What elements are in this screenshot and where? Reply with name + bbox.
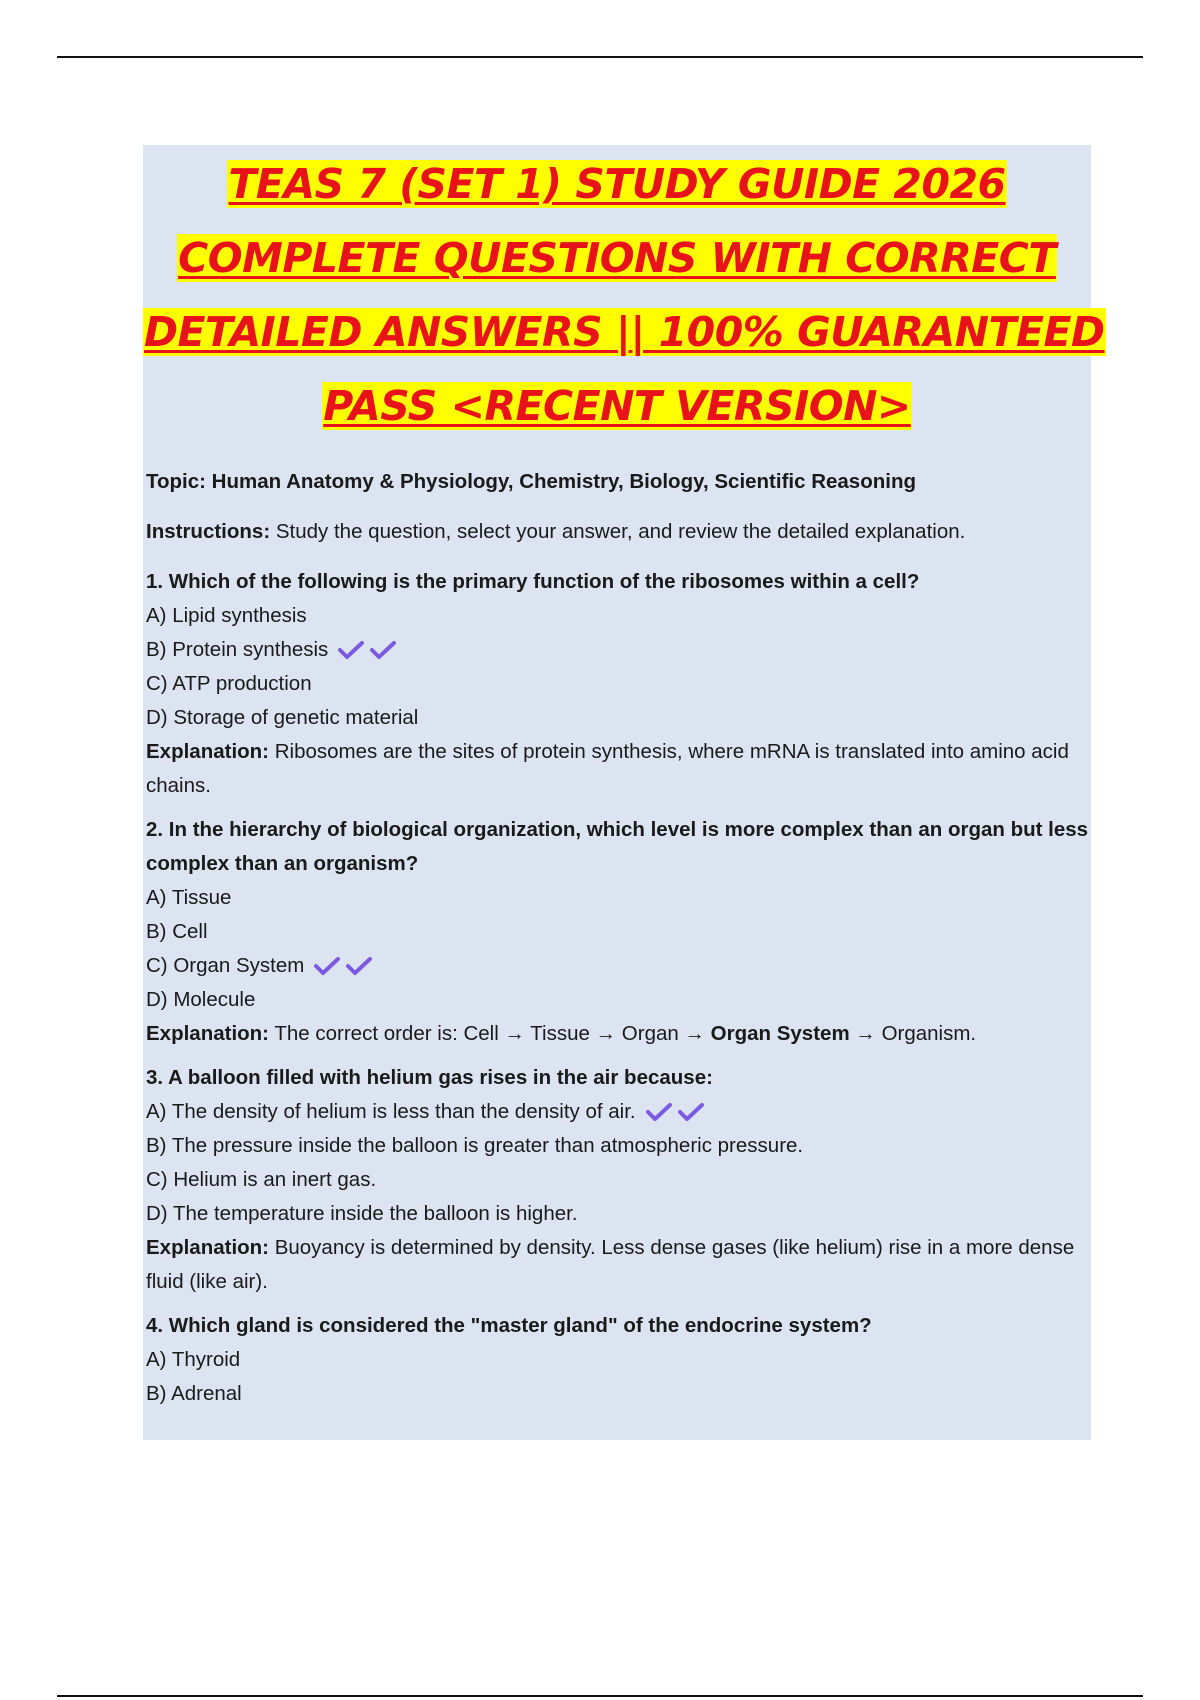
- option-label: C) ATP production: [146, 672, 312, 695]
- option-label: A) Lipid synthesis: [146, 604, 307, 627]
- instructions-line: [146, 515, 1091, 549]
- study-guide-panel: [143, 145, 1105, 1440]
- question-2: [146, 813, 1091, 1051]
- explanation-emphasis: Organ System: [710, 1022, 850, 1045]
- explanation-label: Explanation:: [146, 1236, 270, 1259]
- question-1-option-a[interactable]: [146, 599, 1091, 633]
- question-3-option-d[interactable]: [146, 1197, 1091, 1231]
- check-icon: [370, 640, 396, 660]
- explanation-label: Explanation:: [146, 740, 270, 763]
- question-2-option-c[interactable]: [146, 949, 1091, 983]
- explanation-text: The correct order is: Cell → Tissue → Organ →: [269, 1022, 711, 1045]
- question-4-option-b[interactable]: [146, 1377, 1091, 1411]
- title-line-2: COMPLETE QUESTIONS WITH CORRECT: [178, 234, 1056, 282]
- check-icon: [646, 1102, 672, 1122]
- document-title: [143, 145, 1105, 443]
- question-3-option-b[interactable]: [146, 1129, 1091, 1163]
- option-label: C) Organ System: [146, 954, 305, 977]
- question-1: [146, 565, 1091, 803]
- question-2-option-d[interactable]: [146, 983, 1091, 1017]
- check-icon: [314, 956, 340, 976]
- question-2-option-b[interactable]: [146, 915, 1091, 949]
- question-1-option-c[interactable]: [146, 667, 1091, 701]
- check-icon: [338, 640, 364, 660]
- question-3-text: 3. A balloon filled with helium gas rises in the air because:: [146, 1066, 713, 1089]
- option-label: B) The pressure inside the balloon is greater than atmospheric pressure.: [146, 1134, 804, 1157]
- question-1-option-b[interactable]: [146, 633, 1091, 667]
- document-body: [143, 465, 1091, 1411]
- question-1-explanation: [146, 735, 1091, 803]
- title-line-3: DETAILED ANSWERS || 100% GUARANTEED: [144, 308, 1105, 356]
- question-3-explanation: [146, 1231, 1091, 1299]
- instructions-text: Study the question, select your answer, and review the detailed explanation.: [270, 520, 966, 543]
- explanation-text-end: → Organism.: [849, 1022, 977, 1045]
- question-4-option-a[interactable]: [146, 1343, 1091, 1377]
- option-label: B) Adrenal: [146, 1382, 242, 1405]
- option-label: C) Helium is an inert gas.: [146, 1168, 377, 1191]
- instructions-label: Instructions:: [146, 520, 271, 543]
- explanation-text: Ribosomes are the sites of protein synthesis, where mRNA is translated into amino acid chains.: [146, 740, 1069, 797]
- question-3: [146, 1061, 1091, 1299]
- explanation-label: Explanation:: [146, 1022, 270, 1045]
- option-label: D) The temperature inside the balloon is higher.: [146, 1202, 578, 1225]
- correct-answer-checks: [338, 640, 396, 660]
- option-label: A) Thyroid: [146, 1348, 241, 1371]
- check-icon: [346, 956, 372, 976]
- meta-section: [146, 465, 1091, 549]
- question-2-text: 2. In the hierarchy of biological organization, which level is more complex than an organ but less complex than an organism?: [146, 818, 1089, 875]
- question-2-option-a[interactable]: [146, 881, 1091, 915]
- check-icon: [678, 1102, 704, 1122]
- question-3-option-c[interactable]: [146, 1163, 1091, 1197]
- question-4-text: 4. Which gland is considered the "master gland" of the endocrine system?: [146, 1314, 872, 1337]
- option-label: B) Cell: [146, 920, 208, 943]
- correct-answer-checks: [646, 1102, 704, 1122]
- title-line-4: PASS <RECENT VERSION>: [323, 382, 911, 430]
- option-label: B) Protein synthesis: [146, 638, 329, 661]
- option-label: A) The density of helium is less than the density of air.: [146, 1100, 636, 1123]
- question-1-option-d[interactable]: [146, 701, 1091, 735]
- top-rule: [57, 56, 1143, 58]
- question-3-option-a[interactable]: [146, 1095, 1091, 1129]
- option-label: A) Tissue: [146, 886, 232, 909]
- title-line-1: TEAS 7 (SET 1) STUDY GUIDE 2026: [228, 160, 1006, 208]
- question-4: [146, 1309, 1091, 1411]
- question-2-explanation: [146, 1017, 1091, 1051]
- option-label: D) Molecule: [146, 988, 256, 1011]
- correct-answer-checks: [314, 956, 372, 976]
- question-1-text: 1. Which of the following is the primary function of the ribosomes within a cell?: [146, 570, 920, 593]
- option-label: D) Storage of genetic material: [146, 706, 419, 729]
- bottom-rule: [57, 1695, 1143, 1697]
- topic-line: Topic: Human Anatomy & Physiology, Chemistry, Biology, Scientific Reasoning: [146, 470, 916, 493]
- explanation-text: Buoyancy is determined by density. Less dense gases (like helium) rise in a more dense fluid (like air).: [146, 1236, 1075, 1293]
